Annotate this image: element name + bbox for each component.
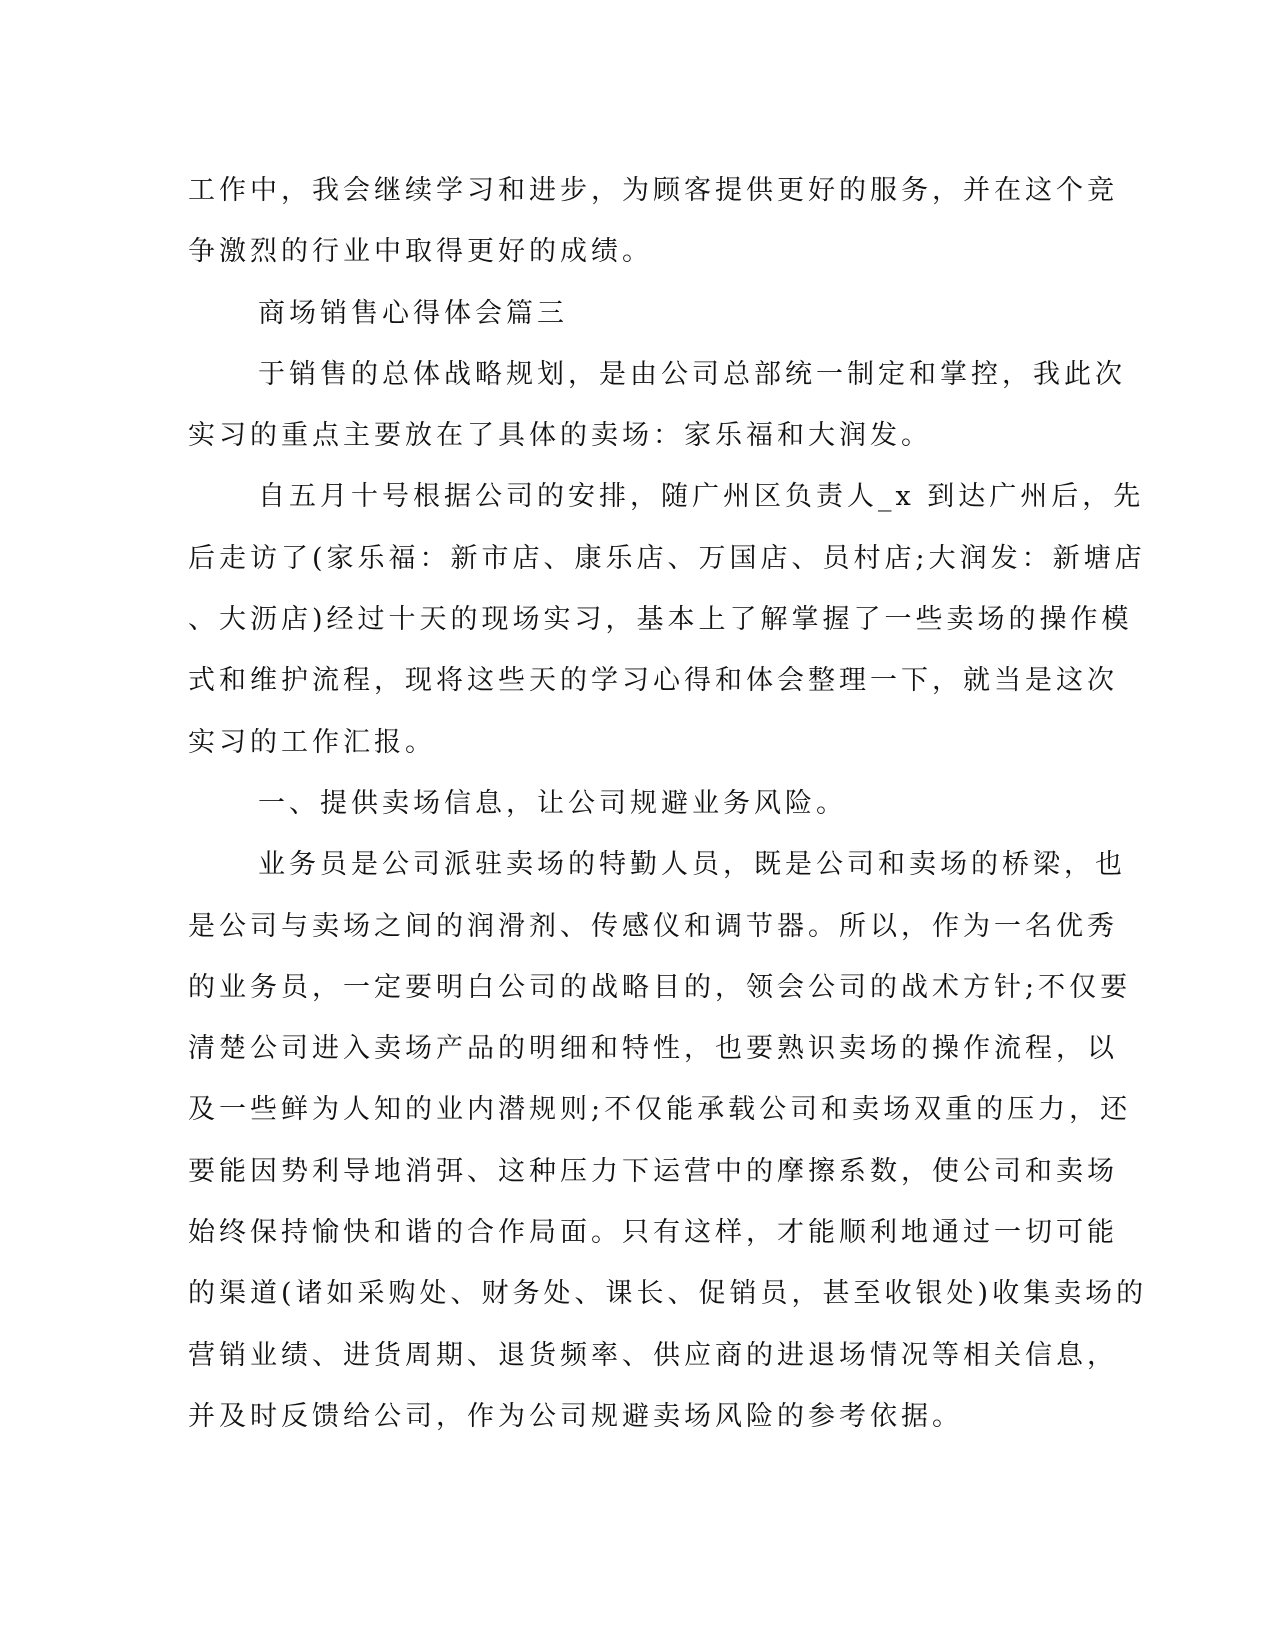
text-line: 实习的重点主要放在了具体的卖场：家乐福和大润发。 (188, 420, 932, 452)
subsection-heading: 一、提供卖场信息，让公司规避业务风险。 (258, 787, 847, 819)
text-line: 式和维护流程，现将这些天的学习心得和体会整理一下，就当是这次 (188, 665, 1118, 697)
paragraph-first-line: 自五月十号根据公司的安排，随广州区负责人_x 到达广州后，先 (258, 481, 1145, 513)
text-line: 要能因势利导地消弭、这种压力下运营中的摩擦系数，使公司和卖场 (188, 1155, 1118, 1187)
text-line: 后走访了(家乐福：新市店、康乐店、万国店、员村店;大润发：新塘店 (188, 542, 1146, 574)
section-heading: 商场销售心得体会篇三 (258, 297, 568, 329)
text-line: 争激烈的行业中取得更好的成绩。 (188, 236, 653, 268)
text-line: 、大沥店)经过十天的现场实习，基本上了解掌握了一些卖场的操作模 (188, 604, 1133, 636)
text-line: 的业务员，一定要明白公司的战略目的，领会公司的战术方针;不仅要 (188, 971, 1132, 1003)
text-line: 工作中，我会继续学习和进步，为顾客提供更好的服务，并在这个竞 (188, 175, 1118, 206)
text-line: 并及时反馈给公司，作为公司规避卖场风险的参考依据。 (188, 1400, 963, 1432)
text-line: 清楚公司进入卖场产品的明细和特性，也要熟识卖场的操作流程，以 (188, 1033, 1118, 1065)
paragraph-first-line: 于销售的总体战略规划，是由公司总部统一制定和掌控，我此次 (258, 358, 1126, 390)
text-line: 及一些鲜为人知的业内潜规则;不仅能承载公司和卖场双重的压力，还 (188, 1094, 1132, 1126)
text-line: 是公司与卖场之间的润滑剂、传感仪和调节器。所以，作为一名优秀 (188, 910, 1118, 942)
paragraph-first-line: 业务员是公司派驻卖场的特勤人员，既是公司和卖场的桥梁，也 (258, 849, 1126, 881)
text-line: 实习的工作汇报。 (188, 726, 436, 758)
text-line: 营销业绩、进货周期、退货频率、供应商的进退场情况等相关信息， (188, 1339, 1118, 1371)
text-line: 的渠道(诸如采购处、财务处、课长、促销员，甚至收银处)收集卖场的 (188, 1278, 1148, 1310)
text-line: 始终保持愉快和谐的合作局面。只有这样，才能顺利地通过一切可能 (188, 1217, 1118, 1249)
document-body (188, 160, 1148, 1447)
